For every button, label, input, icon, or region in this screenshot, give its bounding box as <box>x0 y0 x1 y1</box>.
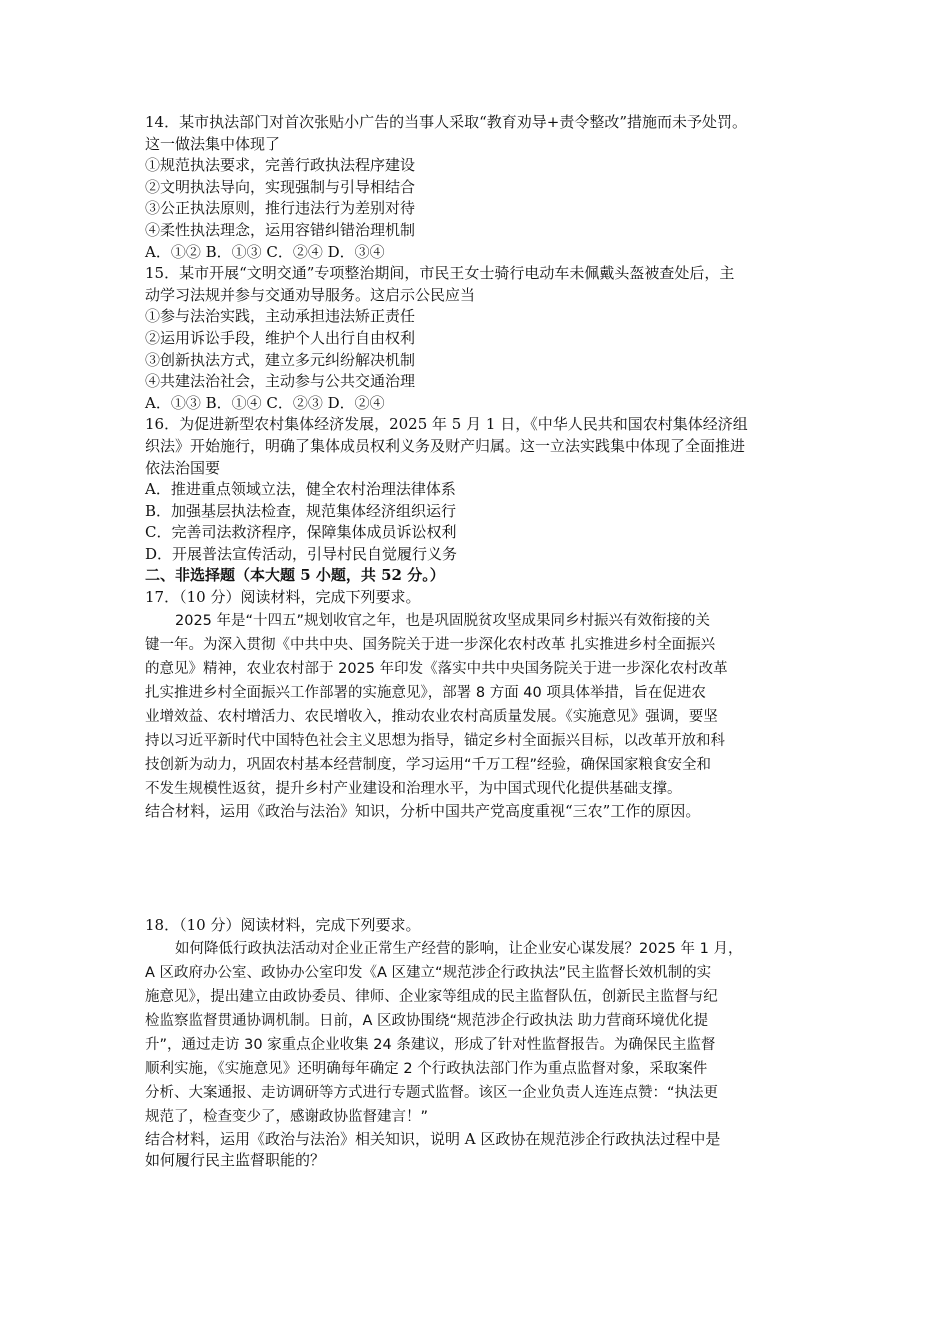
q15-option-4: ④共建法治社会，主动参与公共交通治理 <box>145 372 416 391</box>
material-line: 业增效益、农村增活力、农民增收入，推动农业农村高质量发展。《实施意见》强调，要坚 <box>145 708 718 725</box>
question-17 <box>145 587 825 822</box>
q15-option-2: ②运用诉讼手段，维护个人出行自由权利 <box>145 328 416 347</box>
q16-option-b: B．加强基层执法检查，规范集体经济组织运行 <box>145 501 457 520</box>
material-line: 升”，通过走访 30 家重点企业收集 24 条建议，形成了针对性监督报告。为确保民主监督 <box>145 1036 716 1053</box>
material-line: 不发生规模性返贫，提升乡村产业建设和治理水平，为中国式现代化提供基础支撑。 <box>145 780 682 797</box>
material-line: 持以习近平新时代中国特色社会主义思想为指导，锚定乡村全面振兴目标，以改革开放和科 <box>145 732 725 749</box>
exam-page <box>145 112 825 1172</box>
q14-option-2: ②文明执法导向，实现强制与引导相结合 <box>145 177 416 196</box>
q16-option-d: D．开展普法宣传活动，引导村民自觉履行义务 <box>145 544 458 563</box>
q14-stem-line-2: 这一做法集中体现了 <box>145 134 281 153</box>
q14-choices: A．①② B．①③ C．②④ D．③④ <box>145 242 385 261</box>
q16-option-a: A．推进重点领域立法，健全农村治理法律体系 <box>145 480 456 499</box>
material-line: 扎实推进乡村全面振兴工作部署的实施意见》，部署 8 方面 40 项具体举措，旨在促进农 <box>145 684 706 701</box>
material-line: 分析、大案通报、走访调研等方式进行专题式监督。该区一企业负责人连连点赞：“执法更 <box>145 1084 719 1101</box>
q14-option-4: ④柔性执法理念，运用容错纠错治理机制 <box>145 220 416 239</box>
q18-stem: 18．（10 分）阅读材料，完成下列要求。 <box>145 916 421 935</box>
question-18 <box>145 915 825 1172</box>
q15-option-3: ③创新执法方式，建立多元纠纷解决机制 <box>145 350 416 369</box>
q15-choices: A．①③ B．①④ C．②③ D．②④ <box>145 393 385 412</box>
q18-question-line-2: 如何履行民主监督职能的？ <box>145 1151 326 1170</box>
answer-space <box>145 822 825 915</box>
section-heading: 二、非选择题（本大题 5 小题，共 52 分。） <box>145 566 445 585</box>
q15-stem-line-1: 15．某市开展“文明交通”专项整治期间，市民王女士骑行电动车未佩戴头盔被查处后，主 <box>145 264 735 283</box>
q17-material <box>145 609 825 801</box>
material-line: 技创新为动力，巩固农村基本经营制度，学习运用“千万工程”经验，确保国家粮食安全和 <box>145 756 712 773</box>
q15-stem-line-2: 动学习法规并参与交通劝导服务。这启示公民应当 <box>145 285 476 304</box>
material-line: 施意见》，提出建立由政协委员、律师、企业家等组成的民主监督队伍，创新民主监督与纪 <box>145 988 718 1005</box>
q17-stem: 17．（10 分）阅读材料，完成下列要求。 <box>145 588 421 607</box>
q16-stem-line-1: 16．为促进新型农村集体经济发展，2025 年 5 月 1 日，《中华人民共和国农村集体经济组 <box>145 415 748 434</box>
q15-option-1: ①参与法治实践，主动承担违法矫正责任 <box>145 307 416 326</box>
q16-stem-line-3: 依法治国要 <box>145 458 221 477</box>
q16-stem-line-2: 织法》开始施行，明确了集体成员权利义务及财产归属。这一立法实践集中体现了全面推进 <box>145 436 746 455</box>
material-line: A 区政府办公室、政协办公室印发《A 区建立“规范涉企行政执法”民主监督长效机制的实 <box>145 964 712 981</box>
q18-material <box>145 937 825 1129</box>
material-line: 顺利实施，《实施意见》还明确每年确定 2 个行政执法部门作为重点监督对象，采取案件 <box>145 1060 708 1077</box>
material-line: 检监察监督贯通协调机制。日前，A 区政协围绕“规范涉企行政执法 助力营商环境优化提 <box>145 1012 709 1029</box>
question-14 <box>145 112 825 263</box>
material-line: 的意见》精神，农业农村部于 2025 年印发《落实中共中央国务院关于进一步深化农村改革 <box>145 660 728 677</box>
material-line: 规范了，检查变少了，感谢政协监督建言！” <box>145 1108 429 1125</box>
material-line: 2025 年是“十四五”规划收官之年，也是巩固脱贫攻坚成果同乡村振兴有效衔接的关 <box>175 612 711 629</box>
question-16 <box>145 414 825 565</box>
material-line: 键一年。为深入贯彻《中共中央、国务院关于进一步深化农村改革 扎实推进乡村全面振兴 <box>145 636 716 653</box>
material-line: 如何降低行政执法活动对企业正常生产经营的影响，让企业安心谋发展？2025 年 1 月， <box>175 940 743 957</box>
q16-option-c: C．完善司法救济程序，保障集体成员诉讼权利 <box>145 523 457 542</box>
q17-question: 结合材料，运用《政治与法治》知识，分析中国共产党高度重视“三农”工作的原因。 <box>145 801 701 820</box>
q14-stem-line-1: 14．某市执法部门对首次张贴小广告的当事人采取“教育劝导+责令整改”措施而未予处罚。 <box>145 113 747 131</box>
q18-question-line-1: 结合材料，运用《政治与法治》相关知识，说明 A 区政协在规范涉企行政执法过程中是 <box>145 1129 721 1148</box>
q14-option-1: ①规范执法要求，完善行政执法程序建设 <box>145 156 416 175</box>
q14-option-3: ③公正执法原则，推行违法行为差别对待 <box>145 199 416 218</box>
question-15 <box>145 263 825 414</box>
